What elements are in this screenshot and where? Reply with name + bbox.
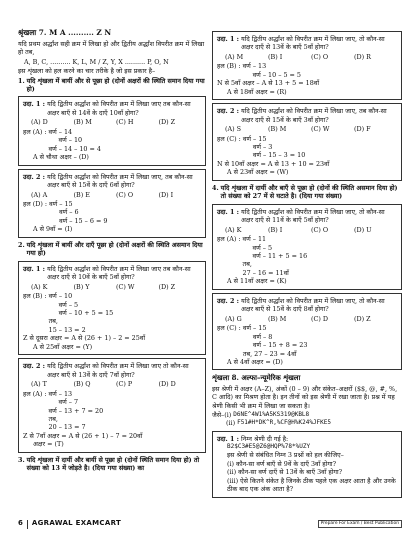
- option: (B) I: [268, 225, 283, 234]
- options-row: [23, 283, 201, 291]
- option: (B) M: [268, 314, 287, 323]
- option: (D) F: [354, 125, 371, 134]
- option: (A) K: [31, 282, 48, 291]
- section-title: शृंखला 8. अल्फा–न्यूमेरिक शृंखला: [212, 373, 301, 383]
- example-box: [212, 293, 402, 371]
- series-text: F51#H*DK^R,%CF@H%K24%JFKE5: [237, 419, 331, 427]
- answer-line: A से 23वाँ अक्षर = (W): [227, 168, 289, 177]
- solution-label: हल (C) :: [217, 134, 241, 143]
- series-text: B2$C3#E5@Z6@HQP%78*%UZY: [227, 443, 311, 451]
- solution-line: वर्ण – 10: [58, 136, 83, 145]
- solution-label: हल (A) :: [23, 127, 47, 136]
- example-question: [217, 435, 397, 443]
- rule-text: यदि शृंखला में बायीं और से पूछा हो (दोनों अक्षरों की स्थिति समान दिया गया हो): [26, 76, 205, 94]
- solution-line: वर्ण – 11 + 5 = 16: [252, 251, 308, 260]
- solution-line: वर्ण – 10 – 5 = 5: [252, 70, 301, 79]
- solution-label: हल (A) :: [23, 389, 47, 398]
- answer-line: A से 9वाँ = (I): [33, 225, 73, 234]
- option: (B) E: [73, 190, 90, 199]
- example-box: [212, 204, 402, 290]
- solution-line: 15 – 13 = 2: [48, 325, 86, 334]
- solution-line: वर्ण – 5: [252, 243, 273, 252]
- option: (A) D: [31, 118, 48, 127]
- answer-line: A से चौथा अक्षर – (D): [33, 153, 89, 162]
- rule-text: यदि शृंखला में बायीं और दाएँ पूछा हो (दोनों अक्षरों की स्थिति असमान दिया गया हो): [26, 240, 203, 258]
- solution-line: 27 – 16 = 11वाँ: [242, 268, 289, 277]
- example-question: [217, 297, 397, 314]
- options-row: [23, 118, 201, 126]
- solution: [23, 292, 201, 334]
- solution-line: N से 10वाँ अक्षर = A से 13 + 10 = 23वाँ: [217, 159, 330, 168]
- solution: [217, 62, 397, 79]
- question-text: निम्न श्रेणी दी गई है:: [241, 434, 289, 443]
- option: (A) S: [225, 125, 242, 134]
- example-label: उदा. 2 :: [217, 107, 240, 116]
- example-box: [212, 431, 402, 498]
- series-text: D6NE^4W1%A5KS319@KBL8: [233, 411, 310, 418]
- letter-sequence: A, B, C, .......... K, L, M / Z, Y, X .......... P, O, N: [24, 57, 169, 66]
- sub-question: (i) कौन-सा वर्ण बाएँ से 9वें के दाएँ 3वाँ होगा?: [227, 459, 337, 468]
- option: (C) D: [311, 314, 329, 323]
- example-question: [23, 265, 201, 282]
- rule-number: 2.: [18, 240, 25, 249]
- rule-heading: [18, 456, 206, 473]
- option: (B) Y: [73, 282, 90, 291]
- publisher-stamp: Prepare For Exam / Best Publication: [318, 520, 402, 527]
- option: (C) O: [311, 52, 329, 61]
- question-text: यदि द्वितीय अर्द्धांश को विपरीत क्रम में लिखा जाए तो कौन-सा अक्षर बाएँ से 13वें के दाएँ 7वाँ होगा?: [47, 362, 189, 379]
- option: (B) M: [268, 125, 287, 134]
- options-row: [23, 191, 201, 199]
- example-label: उदा. 1 :: [217, 434, 240, 443]
- example-box: [18, 96, 206, 165]
- option: (A) K: [225, 225, 242, 234]
- answer-line: A से 11वाँ अक्षर = (K): [227, 277, 287, 286]
- rule-text: यदि शृंखला में दायीं और बाएँ से पूछा हो (दोनों की स्थिति असमान दिया हो) तो संख्या को 27 में से घटाते है। (दिया गया संख्या): [220, 183, 398, 201]
- example-box: [18, 358, 206, 453]
- page-footer: [18, 518, 402, 530]
- options-row: [217, 53, 397, 61]
- section-title: श्रृंखला 7. M A .......... Z N: [18, 28, 112, 37]
- solution-line: तब,: [48, 414, 58, 423]
- solution-label: हल (B) :: [217, 62, 241, 71]
- answer-line: A से 18वाँ अक्षर = (R): [227, 87, 287, 96]
- solution-line: वर्ण – 13: [242, 62, 267, 71]
- page-number: 6: [18, 519, 23, 528]
- option: (A) M: [225, 52, 244, 61]
- example-question: [217, 107, 397, 124]
- rule-number: 1.: [18, 76, 25, 85]
- solution-line: वर्ण – 15 – 3 = 10: [252, 151, 306, 160]
- answer-line: अक्षर = (T): [33, 440, 64, 449]
- option: (D) Z: [158, 118, 176, 127]
- option: (C) W: [311, 125, 330, 134]
- solution-line: वर्ण – 10 + 5 = 15: [58, 309, 114, 317]
- option: (C) P: [116, 380, 133, 389]
- solution-label: हल (A) :: [217, 235, 241, 244]
- solution: [23, 390, 201, 432]
- brand-logo: AGRAWAL EXAMCART: [31, 519, 122, 528]
- solution-line: वर्ण – 14: [48, 127, 73, 136]
- question-text: यदि द्वितीय अर्द्धांश को विपरीत क्रम में लिखा जाए, तो कौन-सा अक्षर बाएँ से 15वें के दाएँ 8वाँ होगा?: [241, 296, 385, 314]
- example-label: उदा. 1 :: [217, 207, 240, 216]
- solution: [23, 200, 201, 225]
- example-question: [217, 208, 397, 225]
- options-row: [217, 125, 397, 133]
- example-label: (ii): [226, 419, 236, 428]
- example-box: [18, 261, 206, 356]
- option: (C) W: [116, 282, 135, 291]
- options-row: [23, 380, 201, 388]
- example-label: उदा. 1 :: [23, 100, 46, 109]
- intro-text: यदि प्रथम अर्द्धांश सही क्रम में लिखा हो और द्वितीय अर्द्धांश विपरीत क्रम में लिखा हो तब,: [18, 39, 205, 57]
- option: (C) O: [116, 190, 134, 199]
- solution: [217, 235, 397, 277]
- rule-number: 3.: [18, 455, 25, 464]
- solution-line: वर्ण – 7: [58, 398, 79, 407]
- option: (A) T: [31, 380, 47, 389]
- solution-line: N से 5वाँ अक्षर – A से 13 + 5 = 18वाँ: [217, 79, 319, 88]
- solution-line: वर्ण – 15 + 8 = 23: [252, 341, 308, 350]
- option: (B) Q: [73, 380, 91, 389]
- solution-line: वर्ण – 14 – 10 = 4: [48, 144, 101, 153]
- solution-line: Z से 7वाँ अक्षर = A से (26 + 1) – 7 = 20वाँ: [23, 431, 143, 440]
- intro-text-2: इस शृंखला को हल करने का चार तरीके है जो इस प्रकार है–: [18, 67, 156, 76]
- solution-line: 20 – 13 = 7: [48, 423, 86, 432]
- solution-line: वर्ण – 15: [49, 200, 73, 209]
- option: (B) I: [268, 52, 283, 61]
- question-text: यदि द्वितीय अर्द्धांश को विपरीत क्रम में लिखा जाए तब कौन-सा अक्षर बाएँ से 14वें के दाएँ 10वाँ होगा?: [47, 100, 191, 117]
- example-label: उदा. 2 :: [217, 296, 240, 305]
- solution-line: वर्ण – 13: [48, 389, 73, 398]
- solution-label: हल (B) :: [23, 292, 47, 301]
- question-text: यदि द्वितीय अर्द्धांश को विपरीत क्रम में लिखा जाए, तो कौन-सा अक्षर दाएँ से 11वें के बाएँ 5वाँ होगा?: [241, 207, 385, 225]
- question-text: यदि द्वितीय अर्द्धांश को विपरीत क्रम में लिखा जाए, तब कौन-सा अक्षर बाएँ से 15वें के दाएँ 6वाँ होगा?: [47, 172, 193, 190]
- example-question: [23, 173, 201, 190]
- solution-line: वर्ण – 10: [48, 292, 73, 301]
- example-series: [212, 419, 402, 427]
- example-question: [23, 362, 201, 379]
- solution-line: वर्ण – 5: [58, 300, 79, 309]
- example-label: उदा. 2 :: [23, 172, 46, 181]
- rule-number: 4.: [212, 183, 219, 192]
- answer-line: A से 25वाँ अक्षर = (Y): [33, 342, 93, 351]
- option: (A) G: [225, 314, 242, 323]
- solution-line: वर्ण – 6: [59, 208, 79, 217]
- question-text: यदि द्वितीय अर्द्धांश को विपरीत क्रम में लिखा जाए, तो कौन-सा अक्षर दाएँ से 13वें के बाएँ 5वाँ होगा?: [241, 35, 385, 52]
- example-question: [217, 35, 397, 52]
- option: (D) Z: [354, 314, 371, 323]
- solution-line: वर्ण – 15: [242, 134, 267, 143]
- solution-line: वर्ण – 15: [242, 324, 267, 333]
- example-label: जैसे–(i): [212, 411, 232, 419]
- option: (D) U: [354, 225, 372, 234]
- option: (B) M: [73, 118, 92, 127]
- solution: [23, 128, 201, 153]
- sub-question: (ii) कौन-सा वर्ण दाएँ से 13वें के बाएँ 3वाँ होगा?: [227, 468, 343, 477]
- rule-heading: [18, 77, 206, 94]
- solution-label: हल (D) :: [23, 200, 48, 209]
- solution-line: वर्ण – 8: [252, 332, 273, 341]
- right-column: [212, 28, 402, 501]
- example-box: [212, 103, 402, 181]
- rule-text: यदि शृंखला में दायीं और बायीं से पूछा हो (दोनों स्थिति समान दिया हो) तो संख्या को 13 में जोड़ते है। (दिया गया संख्या) का: [26, 455, 200, 473]
- example-label: उदा. 1 :: [217, 35, 240, 43]
- solution-label: हल (C) :: [217, 324, 241, 333]
- solution-line: तब,: [242, 260, 252, 269]
- example-label: उदा. 1 :: [23, 264, 46, 273]
- solution-line: वर्ण – 11: [242, 235, 267, 244]
- answer-line: A से 4वाँ अक्षर = (D): [227, 357, 283, 366]
- question-text: यदि द्वितीय अर्द्धांश को विपरीत क्रम में लिखा जाए, तब कौन-सा अक्षर दाएँ से 15वें के बाएँ 3वाँ होगा?: [241, 107, 387, 124]
- solution-line: वर्ण – 15 – 6 = 9: [59, 216, 108, 225]
- example-series: [212, 411, 402, 419]
- solution-line: तब,: [48, 317, 58, 326]
- example-question: [23, 100, 201, 117]
- options-row: [217, 315, 397, 323]
- footer-divider: [27, 520, 28, 529]
- rule-heading: [212, 184, 402, 201]
- sub-question: (iii) ऐसे कितने संकेत है जिनके ठीक पहले एक अक्षर आता है और उनके ठीक बाद एक अंक आता है?: [227, 476, 396, 494]
- solution: [217, 324, 397, 358]
- option: (C) O: [311, 225, 329, 234]
- question-text: यदि द्वितीय अर्द्धांश को विपरीत क्रम में लिखा जाए तब कौन-सा अक्षर दाएँ से 10वें के बाएँ 5वाँ होगा?: [47, 264, 191, 282]
- example-label: उदा. 2 :: [23, 362, 46, 371]
- option: (D) Z: [158, 282, 176, 291]
- rule-heading: [18, 241, 206, 258]
- option: (C) H: [116, 118, 134, 127]
- options-row: [217, 226, 397, 234]
- option: (D) I: [158, 190, 174, 199]
- option: (D) D: [158, 380, 176, 389]
- question-intro: इस श्रेणी से संबंधित निम्न 3 प्रश्नों को हल कीजिए–: [227, 451, 344, 460]
- example-box: [18, 169, 206, 238]
- example-box: [212, 31, 402, 100]
- solution-line: तब, 27 – 23 = 4वाँ: [242, 349, 297, 358]
- solution-line: वर्ण – 13 + 7 = 20: [48, 406, 104, 415]
- option: (A) A: [31, 190, 48, 199]
- option: (D) R: [354, 52, 371, 61]
- solution-line: Z से दूसरा अक्षर = A से (26 + 1) – 2 = 25वाँ: [23, 334, 146, 343]
- solution: [217, 135, 397, 160]
- left-column: [18, 28, 206, 474]
- solution-line: वर्ण – 3: [252, 142, 273, 151]
- section-intro: इस श्रेणी में अक्षर (A–Z), अंकों (0 – 9) और संकेत–अक्षरों ($$, @, #, %, C आदि) का मिश्रण होता है। इन तीनों को इस श्रेणी में रखा जाता है। प्रश्न में यह श्रेणी किसी भी क्रम में लिखा जा सकता है।: [212, 384, 398, 410]
